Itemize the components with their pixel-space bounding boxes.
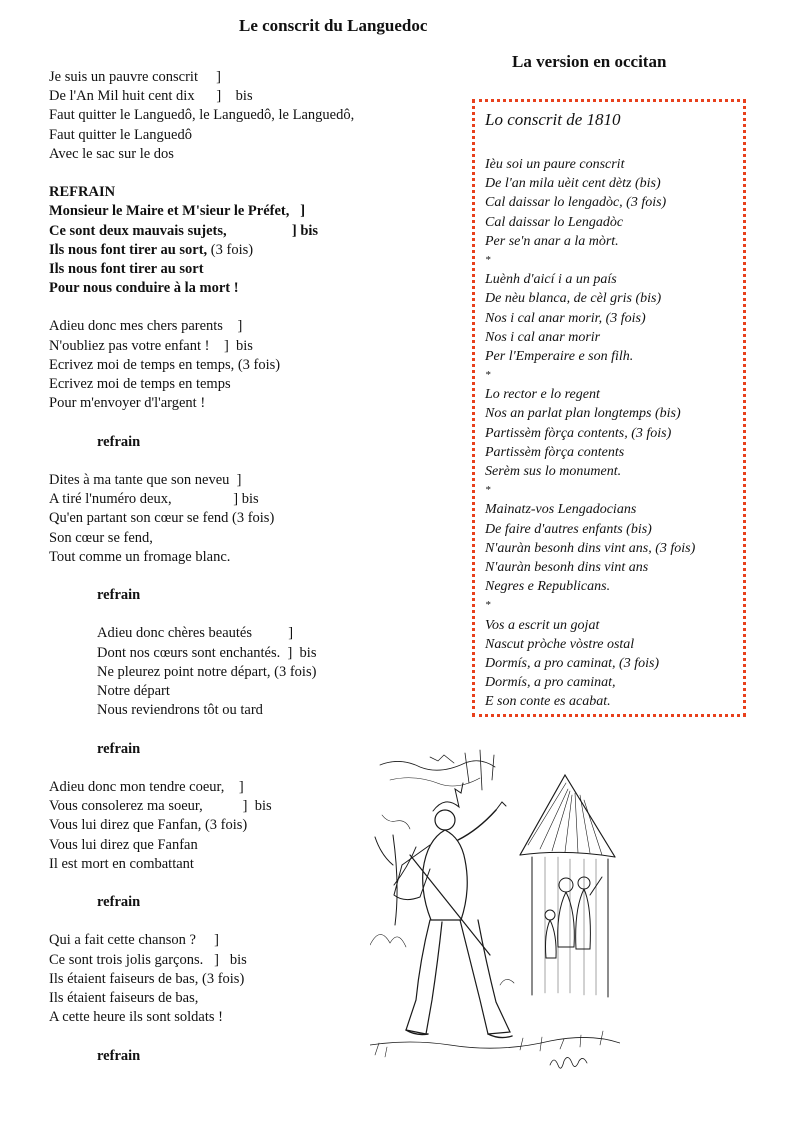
lyric-line: Vous consolerez ma soeur, ] bis <box>49 798 272 815</box>
lyric-line: Notre départ <box>97 683 170 699</box>
couplet-1 <box>49 68 469 164</box>
lyric-line: Tout comme un fromage blanc. <box>49 548 231 565</box>
couplet-3 <box>49 471 469 567</box>
lyric-line: Vous lui direz que Fanfan <box>49 836 198 853</box>
verse-separator: * <box>485 369 491 382</box>
refrain-line: Ce sont deux mauvais sujets, ] bis <box>49 222 319 239</box>
occitan-line: Per se'n anar a la mòrt. <box>485 233 619 249</box>
refrain-mark: refrain <box>97 740 141 757</box>
lyric-line: Dont nos cœurs sont enchantés. ] bis <box>97 644 317 661</box>
occitan-line: Dormís, a pro caminat, (3 fois) <box>485 655 660 671</box>
occitan-line: Partissèm fòrça contents, (3 fois) <box>485 425 672 441</box>
lyric-line: Adieu donc mes chers parents ] <box>49 318 243 335</box>
occitan-line: Partissèm fòrça contents <box>485 444 625 460</box>
lyric-line: Ils étaient faiseurs de bas, (3 fois) <box>49 970 245 987</box>
occitan-line: Serèm sus lo monument. <box>485 464 622 479</box>
lyric-line: Adieu donc mon tendre coeur, ] <box>49 778 244 795</box>
lyric-line: Ecrivez moi de temps en temps, (3 fois) <box>49 356 281 373</box>
lyric-line: Pour m'envoyer d'l'argent ! <box>49 395 206 412</box>
occitan-line: N'auràn besonh dins vint ans, (3 fois) <box>485 540 696 556</box>
occitan-title: Lo conscrit de 1810 <box>485 110 621 129</box>
verse-separator: * <box>485 599 491 612</box>
refrain-block <box>49 183 469 298</box>
refrain-mark: refrain <box>97 1047 141 1064</box>
lyric-line: Ils étaient faiseurs de bas, <box>49 990 199 1006</box>
lyric-line: N'oubliez pas votre enfant ! ] bis <box>49 337 253 354</box>
occitan-lyrics <box>485 155 741 711</box>
occitan-line: Mainatz-vos Lengadocians <box>485 502 637 518</box>
occitan-line: N'auràn besonh dins vint ans <box>485 559 649 575</box>
verse-separator: * <box>485 484 491 497</box>
occitan-line: Luènh d'aicí i a un país <box>485 272 617 288</box>
lyric-line: Je suis un pauvre conscrit ] <box>49 69 221 85</box>
occitan-line: De l'an mila uèit cent dètz (bis) <box>485 176 661 192</box>
lyric-line: Vous lui direz que Fanfan, (3 fois) <box>49 817 248 834</box>
occitan-line: Nascut pròche vòstre ostal <box>485 636 635 652</box>
occitan-line: Nos an parlat plan longtemps (bis) <box>485 406 681 422</box>
refrain-mark: refrain <box>97 894 141 911</box>
occitan-line: Cal daissar lo Lengadòc <box>485 214 624 230</box>
occitan-line: De faire d'autres enfants (bis) <box>485 521 652 537</box>
couplet-2 <box>49 317 469 413</box>
couplet-4 <box>49 624 469 720</box>
refrain-mark: refrain <box>97 587 141 604</box>
occitan-line: Lo rector e lo regent <box>485 387 600 403</box>
occitan-version-box <box>472 99 746 717</box>
occitan-line: Negres e Republicans. <box>485 579 611 595</box>
lyric-line: Ce sont trois jolis garçons. ] bis <box>49 951 247 968</box>
lyric-line: Faut quitter le Languedô <box>49 126 192 143</box>
lyric-line: A tiré l'numéro deux, ] bis <box>49 491 259 508</box>
verse-separator: * <box>485 253 491 266</box>
lyric-line: De l'An Mil huit cent dix ] bis <box>49 88 253 105</box>
occitan-line: Nos i cal anar morir, (3 fois) <box>485 310 646 326</box>
refrain-line: Monsieur le Maire et M'sieur le Préfet, ] <box>49 203 306 220</box>
lyric-line: Il est mort en combattant <box>49 855 194 872</box>
page-title: Le conscrit du Languedoc <box>239 16 428 35</box>
lyric-line: Ne pleurez point notre départ, (3 fois) <box>97 663 317 680</box>
conscript-illustration <box>370 745 620 1083</box>
occitan-line: Nos i cal anar morir <box>485 329 601 345</box>
refrain-repeat-note: (3 fois) <box>207 241 254 258</box>
occitan-line: Cal daissar lo lengadòc, (3 fois) <box>485 195 667 211</box>
refrain-heading: REFRAIN <box>49 184 116 201</box>
occitan-line: E son conte es acabat. <box>485 694 611 710</box>
lyric-line: Nous reviendrons tôt ou tard <box>97 702 263 719</box>
refrain-line: Pour nous conduire à la mort ! <box>49 280 239 297</box>
occitan-line: Vos a escrit un gojat <box>485 617 600 633</box>
occitan-line: Dormís, a pro caminat, <box>485 675 616 691</box>
lyric-line: Qui a fait cette chanson ? ] <box>49 932 219 949</box>
refrain-line: Ils nous font tirer au sort <box>49 260 204 277</box>
occitan-line: De nèu blanca, de cèl gris (bis) <box>485 291 662 307</box>
lyric-line: Son cœur se fend, <box>49 529 153 546</box>
lyric-line: A cette heure ils sont soldats ! <box>49 1009 223 1026</box>
occitan-line: Ièu soi un paure conscrit <box>485 157 625 172</box>
lyric-line: Adieu donc chères beautés ] <box>97 625 294 642</box>
occitan-line: Per l'Emperaire e son filh. <box>485 348 634 364</box>
lyric-line: Qu'en partant son cœur se fend (3 fois) <box>49 510 275 527</box>
refrain-line: Ils nous font tirer au sort, (3 fois) <box>49 241 254 258</box>
lyric-line: Faut quitter le Languedô, le Languedô, le Languedô, <box>49 107 355 124</box>
refrain-mark: refrain <box>97 433 141 450</box>
lyric-line: Avec le sac sur le dos <box>49 145 174 162</box>
lyric-line: Dites à ma tante que son neveu ] <box>49 471 242 488</box>
occitan-version-heading: La version en occitan <box>512 52 667 71</box>
lyric-line: Ecrivez moi de temps en temps <box>49 376 231 392</box>
